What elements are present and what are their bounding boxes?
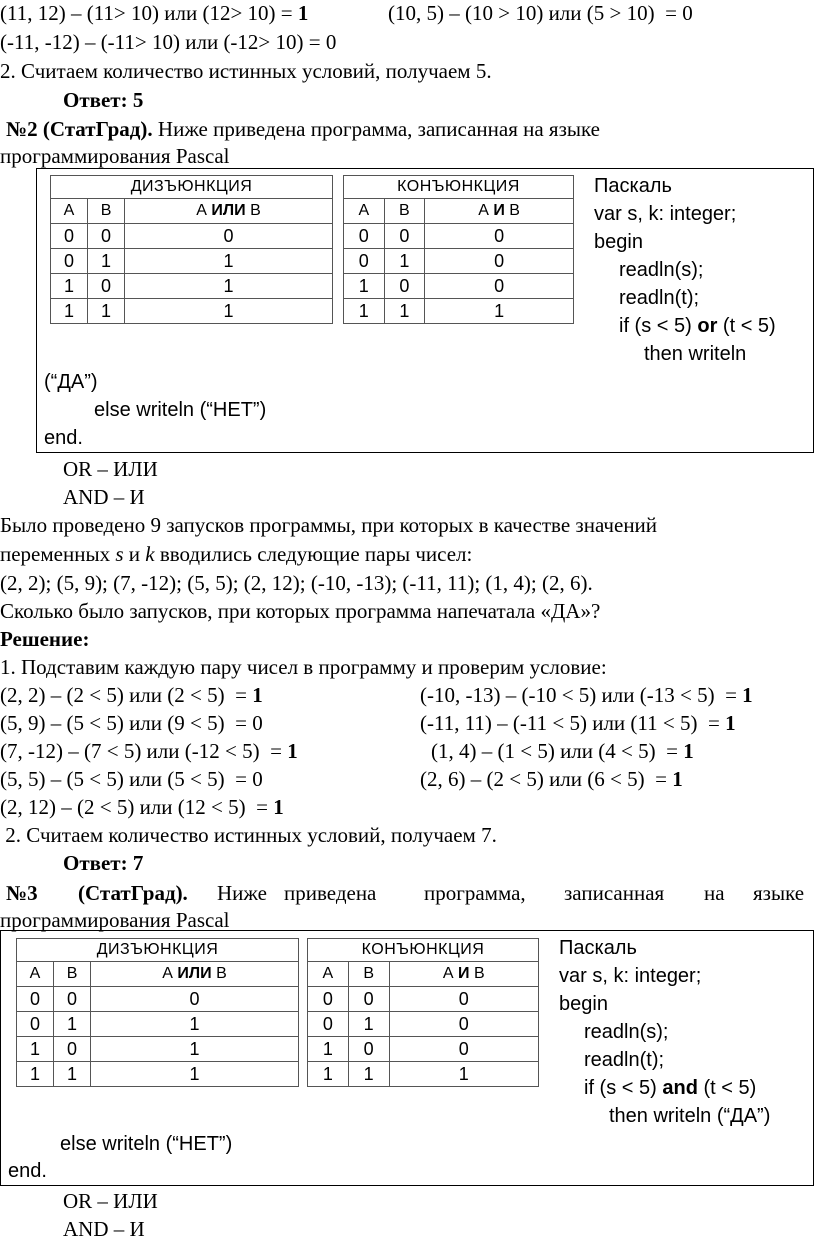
code-line-if: if (s < 5) and (t < 5) bbox=[584, 1077, 757, 1099]
task2-solution-label: Решение: bbox=[0, 627, 90, 651]
task2-pairs: (2, 2); (5, 9); (7, -12); (5, 5); (2, 12); (-10, -13); (-11, 11); (1, 4); (2, 6). bbox=[0, 571, 593, 595]
check-left-2: (5, 9) – (5 < 5) или (9 < 5) = 0 bbox=[0, 711, 263, 735]
task2-code-else: else writeln (“НЕТ”) bbox=[94, 399, 267, 421]
cell: 0 bbox=[348, 987, 389, 1012]
cell: 1 bbox=[17, 1062, 54, 1087]
prev-count: 2. Считаем количество истинных условий, получаем 5. bbox=[0, 59, 492, 83]
cell: 0 bbox=[425, 224, 574, 249]
cell: 1 bbox=[389, 1062, 538, 1087]
code-line: readln(t); bbox=[584, 1049, 665, 1071]
task3-heading-word: Ниже bbox=[217, 881, 267, 905]
task2-code-lines-top bbox=[594, 172, 736, 256]
cell: 1 bbox=[17, 1037, 54, 1062]
code-line: Паскаль bbox=[594, 175, 672, 197]
cell: 0 bbox=[389, 987, 538, 1012]
task3-code-end: end. bbox=[8, 1160, 47, 1182]
table-title: ДИЗЪЮНКЦИЯ bbox=[51, 176, 333, 199]
cell: 1 bbox=[88, 299, 125, 324]
task3-heading-num: №3 bbox=[6, 881, 38, 905]
header-b: В bbox=[348, 962, 389, 987]
cell: 1 bbox=[91, 1012, 299, 1037]
task2-conjunction-table bbox=[343, 175, 574, 324]
cell: 1 bbox=[51, 299, 88, 324]
header-a-or-b: А ИЛИ В bbox=[91, 962, 299, 987]
code-line: readln(t); bbox=[619, 287, 700, 309]
cell: 1 bbox=[344, 299, 385, 324]
code-line: readln(s); bbox=[584, 1021, 669, 1043]
table-title: ДИЗЪЮНКЦИЯ bbox=[17, 939, 299, 962]
header-b: В bbox=[54, 962, 91, 987]
task3-heading-word: приведена bbox=[284, 881, 377, 905]
cell: 0 bbox=[51, 249, 88, 274]
check-right-4: (2, 6) – (2 < 5) или (6 < 5) = 1 bbox=[420, 767, 683, 791]
cell: 0 bbox=[384, 224, 425, 249]
task3-code-lines-top bbox=[559, 934, 701, 1018]
cell: 0 bbox=[17, 1012, 54, 1037]
table-title: КОНЪЮНКЦИЯ bbox=[308, 939, 539, 962]
cell: 0 bbox=[344, 249, 385, 274]
task3-heading-source: (СтатГрад). bbox=[78, 881, 188, 905]
prev-line-1a: (11, 12) – (11> 10) или (12> 10) = 1 bbox=[0, 1, 309, 25]
cell: 1 bbox=[308, 1062, 349, 1087]
task2-and-note: AND – И bbox=[63, 485, 145, 509]
cell: 0 bbox=[389, 1012, 538, 1037]
header-a-and-b: А И В bbox=[425, 199, 574, 224]
cell: 1 bbox=[348, 1062, 389, 1087]
cell: 1 bbox=[125, 249, 333, 274]
code-line: begin bbox=[594, 231, 643, 253]
cell: 0 bbox=[425, 249, 574, 274]
task3-disjunction-table bbox=[16, 938, 299, 1087]
task2-question: Сколько было запусков, при которых программа напечатала «ДА»? bbox=[0, 599, 601, 623]
header-a-or-b: А ИЛИ В bbox=[125, 199, 333, 224]
code-line: begin bbox=[559, 993, 608, 1015]
cell: 0 bbox=[344, 224, 385, 249]
task2-heading: №2 (СтатГрад). Ниже приведена программа, записанная на языке bbox=[6, 117, 600, 141]
task2-code-end: end. bbox=[44, 427, 83, 449]
cell: 0 bbox=[384, 274, 425, 299]
header-a: А bbox=[344, 199, 385, 224]
task3-heading-line2: программирования Pascal bbox=[0, 908, 230, 932]
cell: 1 bbox=[88, 249, 125, 274]
cell: 0 bbox=[308, 987, 349, 1012]
task3-heading-word: на bbox=[704, 881, 725, 905]
code-line-if: if (s < 5) or (t < 5) bbox=[619, 315, 776, 337]
task2-code-da: (“ДА”) bbox=[44, 371, 98, 393]
cell: 0 bbox=[88, 224, 125, 249]
cell: 1 bbox=[425, 299, 574, 324]
cell: 1 bbox=[54, 1062, 91, 1087]
cell: 1 bbox=[54, 1012, 91, 1037]
prev-answer: Ответ: 5 bbox=[63, 88, 144, 112]
cell: 0 bbox=[425, 274, 574, 299]
task2-or-note: OR – ИЛИ bbox=[63, 457, 158, 481]
task3-conjunction-table bbox=[307, 938, 539, 1087]
cell: 0 bbox=[308, 1012, 349, 1037]
check-left-3: (7, -12) – (7 < 5) или (-12 < 5) = 1 bbox=[0, 739, 298, 763]
cell: 0 bbox=[54, 1037, 91, 1062]
cell: 0 bbox=[51, 224, 88, 249]
cell: 1 bbox=[348, 1012, 389, 1037]
cell: 0 bbox=[54, 987, 91, 1012]
header-a: А bbox=[308, 962, 349, 987]
cell: 1 bbox=[51, 274, 88, 299]
cell: 1 bbox=[344, 274, 385, 299]
task3-code-then: then writeln (“ДА”) bbox=[609, 1105, 771, 1127]
prev-line-1b: (10, 5) – (10 > 10) или (5 > 10) = 0 bbox=[388, 1, 693, 25]
cell: 1 bbox=[125, 299, 333, 324]
task2-step-1: 1. Подставим каждую пару чисел в программу и проверим условие: bbox=[0, 655, 607, 679]
table-title: КОНЪЮНКЦИЯ bbox=[344, 176, 574, 199]
cell: 0 bbox=[17, 987, 54, 1012]
code-line: var s, k: integer; bbox=[594, 203, 737, 225]
task2-answer: Ответ: 7 bbox=[63, 851, 144, 875]
header-b: В bbox=[384, 199, 425, 224]
cell: 1 bbox=[91, 1062, 299, 1087]
cell: 0 bbox=[348, 1037, 389, 1062]
task3-or-note: OR – ИЛИ bbox=[63, 1189, 158, 1213]
cell: 0 bbox=[389, 1037, 538, 1062]
code-line: Паскаль bbox=[559, 937, 637, 959]
header-a: А bbox=[17, 962, 54, 987]
task2-heading-line2: программирования Pascal bbox=[0, 144, 230, 168]
check-left-4: (5, 5) – (5 < 5) или (5 < 5) = 0 bbox=[0, 767, 263, 791]
check-left-1: (2, 2) – (2 < 5) или (2 < 5) = 1 bbox=[0, 683, 263, 707]
check-right-2: (-11, 11) – (-11 < 5) или (11 < 5) = 1 bbox=[420, 711, 736, 735]
task2-disjunction-table bbox=[50, 175, 333, 324]
cell: 1 bbox=[91, 1037, 299, 1062]
header-a-and-b: А И В bbox=[389, 962, 538, 987]
task2-condition-2: переменных s и k вводились следующие пары чисел: bbox=[0, 542, 473, 566]
task3-and-note: AND – И bbox=[63, 1217, 145, 1241]
task2-code-lines-body bbox=[619, 256, 776, 340]
cell: 0 bbox=[125, 224, 333, 249]
check-right-3: (1, 4) – (1 < 5) или (4 < 5) = 1 bbox=[431, 739, 694, 763]
task2-code-then: then writeln bbox=[644, 343, 747, 365]
code-line: readln(s); bbox=[619, 259, 704, 281]
cell: 1 bbox=[384, 249, 425, 274]
task3-heading-word: записанная bbox=[564, 881, 665, 905]
cell: 1 bbox=[125, 274, 333, 299]
header-a: А bbox=[51, 199, 88, 224]
task3-heading-word: языке bbox=[753, 881, 805, 905]
task3-heading-word: программа, bbox=[424, 881, 526, 905]
cell: 0 bbox=[88, 274, 125, 299]
check-left-5: (2, 12) – (2 < 5) или (12 < 5) = 1 bbox=[0, 795, 284, 819]
task3-code-lines-body bbox=[584, 1018, 756, 1102]
task2-count: 2. Считаем количество истинных условий, получаем 7. bbox=[0, 823, 497, 847]
task3-code-else: else writeln (“НЕТ”) bbox=[60, 1133, 233, 1155]
prev-line-2: (-11, -12) – (-11> 10) или (-12> 10) = 0 bbox=[0, 30, 337, 54]
task2-condition-1: Было проведено 9 запусков программы, при которых в качестве значений bbox=[0, 513, 658, 537]
cell: 0 bbox=[91, 987, 299, 1012]
header-b: В bbox=[88, 199, 125, 224]
code-line: var s, k: integer; bbox=[559, 965, 702, 987]
check-right-1: (-10, -13) – (-10 < 5) или (-13 < 5) = 1 bbox=[420, 683, 753, 707]
cell: 1 bbox=[308, 1037, 349, 1062]
cell: 1 bbox=[384, 299, 425, 324]
